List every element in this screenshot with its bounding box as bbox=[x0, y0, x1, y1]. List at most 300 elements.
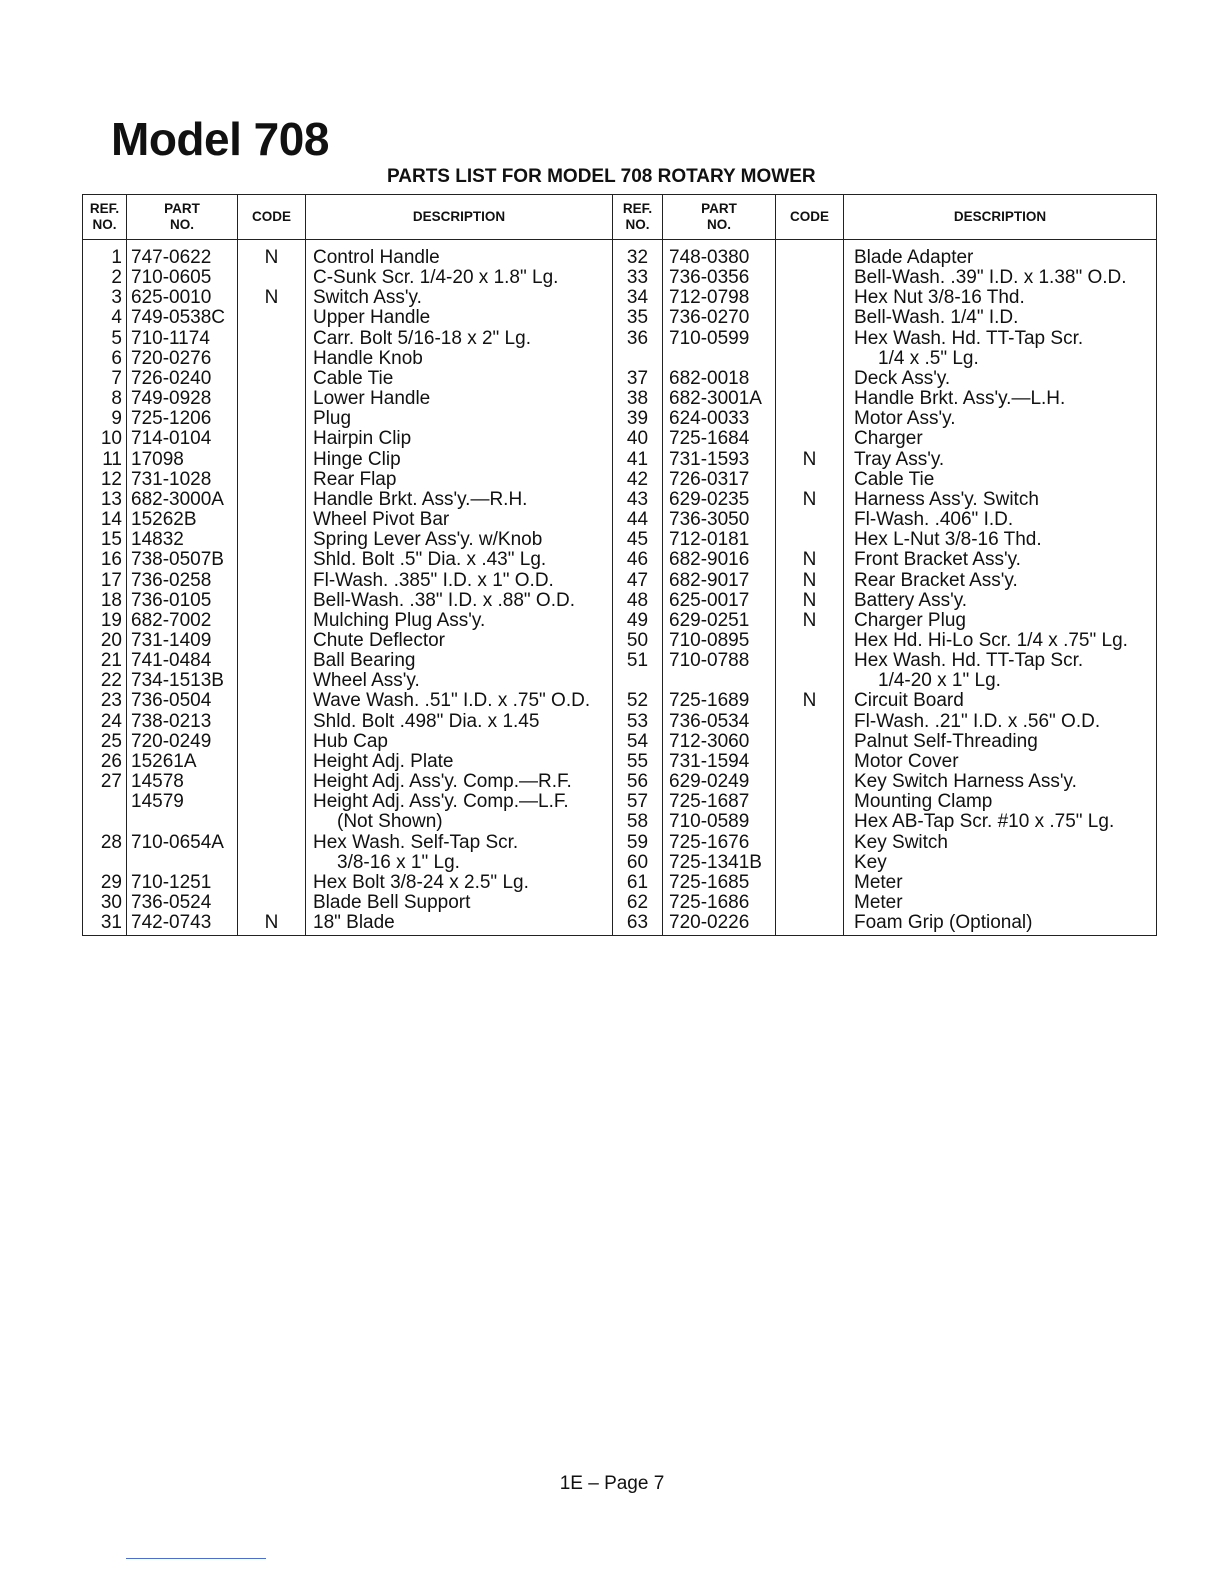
code-cell bbox=[776, 752, 844, 772]
table-row bbox=[83, 833, 1157, 853]
table-row bbox=[83, 240, 1157, 269]
table-row bbox=[83, 752, 1157, 772]
ref-no-cell: 55 bbox=[613, 752, 663, 772]
part-no-cell bbox=[663, 671, 776, 691]
description-cell: 3/8-16 x 1" Lg. bbox=[306, 853, 613, 873]
code-cell bbox=[238, 772, 306, 792]
code-cell bbox=[238, 349, 306, 369]
code-cell: N bbox=[238, 288, 306, 308]
description-cell: Shld. Bolt .498" Dia. x 1.45 bbox=[306, 712, 613, 732]
description-cell: Deck Ass'y. bbox=[844, 369, 1157, 389]
ref-no-cell: 49 bbox=[613, 611, 663, 631]
code-cell: N bbox=[776, 571, 844, 591]
description-cell: Hairpin Clip bbox=[306, 429, 613, 449]
parts-table bbox=[82, 194, 1157, 936]
table-row bbox=[83, 550, 1157, 570]
ref-no-cell: 43 bbox=[613, 490, 663, 510]
code-cell bbox=[238, 490, 306, 510]
part-no-cell: 629-0251 bbox=[663, 611, 776, 631]
header-description: DESCRIPTION bbox=[306, 195, 613, 240]
part-no-cell: 736-3050 bbox=[663, 510, 776, 530]
ref-no-cell: 14 bbox=[83, 510, 127, 530]
table-row bbox=[83, 429, 1157, 449]
description-cell: Meter bbox=[844, 893, 1157, 913]
table-row bbox=[83, 571, 1157, 591]
header-part-2: PART NO. bbox=[663, 195, 776, 240]
code-cell bbox=[238, 308, 306, 328]
code-cell bbox=[238, 510, 306, 530]
description-cell: Meter bbox=[844, 873, 1157, 893]
table-row bbox=[83, 591, 1157, 611]
part-no-cell: 747-0622 bbox=[127, 240, 238, 269]
part-no-cell: 726-0240 bbox=[127, 369, 238, 389]
description-cell: 1/4-20 x 1" Lg. bbox=[844, 671, 1157, 691]
code-cell bbox=[776, 510, 844, 530]
page-title: Model 708 bbox=[111, 113, 329, 165]
ref-no-cell: 53 bbox=[613, 712, 663, 732]
part-no-cell: 725-1676 bbox=[663, 833, 776, 853]
table-row bbox=[83, 671, 1157, 691]
description-cell: Charger Plug bbox=[844, 611, 1157, 631]
table-row bbox=[83, 792, 1157, 812]
ref-no-cell: 13 bbox=[83, 490, 127, 510]
part-no-cell: 682-9017 bbox=[663, 571, 776, 591]
ref-no-cell: 56 bbox=[613, 772, 663, 792]
description-cell: Wheel Ass'y. bbox=[306, 671, 613, 691]
ref-no-cell: 46 bbox=[613, 550, 663, 570]
part-no-cell: 14578 bbox=[127, 772, 238, 792]
description-cell: Mulching Plug Ass'y. bbox=[306, 611, 613, 631]
description-cell: Hex Nut 3/8-16 Thd. bbox=[844, 288, 1157, 308]
part-no-cell: 725-1689 bbox=[663, 691, 776, 711]
part-no-cell: 738-0213 bbox=[127, 712, 238, 732]
code-cell bbox=[238, 752, 306, 772]
description-cell: Rear Bracket Ass'y. bbox=[844, 571, 1157, 591]
code-cell bbox=[238, 732, 306, 752]
part-no-cell: 710-0599 bbox=[663, 329, 776, 349]
code-cell: N bbox=[776, 450, 844, 470]
description-cell: Fl-Wash. .21" I.D. x .56" O.D. bbox=[844, 712, 1157, 732]
code-cell bbox=[776, 772, 844, 792]
part-no-cell: 742-0743 bbox=[127, 913, 238, 936]
code-cell bbox=[776, 833, 844, 853]
ref-no-cell: 23 bbox=[83, 691, 127, 711]
description-cell: Height Adj. Plate bbox=[306, 752, 613, 772]
description-cell: Fl-Wash. .385" I.D. x 1" O.D. bbox=[306, 571, 613, 591]
description-cell: Bell-Wash. .38" I.D. x .88" O.D. bbox=[306, 591, 613, 611]
code-cell bbox=[238, 389, 306, 409]
part-no-cell: 734-1513B bbox=[127, 671, 238, 691]
description-cell: 1/4 x .5" Lg. bbox=[844, 349, 1157, 369]
code-cell bbox=[776, 792, 844, 812]
table-header-row bbox=[83, 195, 1157, 240]
part-no-cell: 736-0270 bbox=[663, 308, 776, 328]
ref-no-cell: 4 bbox=[83, 308, 127, 328]
footer-rule bbox=[126, 1558, 266, 1559]
ref-no-cell: 30 bbox=[83, 893, 127, 913]
part-no-cell: 712-0181 bbox=[663, 530, 776, 550]
ref-no-cell: 5 bbox=[83, 329, 127, 349]
part-no-cell: 749-0538C bbox=[127, 308, 238, 328]
ref-no-cell: 60 bbox=[613, 853, 663, 873]
code-cell: N bbox=[776, 490, 844, 510]
code-cell bbox=[776, 288, 844, 308]
description-cell: Wave Wash. .51" I.D. x .75" O.D. bbox=[306, 691, 613, 711]
part-no-cell: 720-0226 bbox=[663, 913, 776, 936]
ref-no-cell: 63 bbox=[613, 913, 663, 936]
table-row bbox=[83, 853, 1157, 873]
ref-no-cell: 24 bbox=[83, 712, 127, 732]
description-cell: Handle Knob bbox=[306, 349, 613, 369]
description-cell: C-Sunk Scr. 1/4-20 x 1.8" Lg. bbox=[306, 268, 613, 288]
part-no-cell: 710-1174 bbox=[127, 329, 238, 349]
part-no-cell: 725-1341B bbox=[663, 853, 776, 873]
code-cell bbox=[776, 913, 844, 936]
part-no-cell: 710-0895 bbox=[663, 631, 776, 651]
part-no-cell: 736-0524 bbox=[127, 893, 238, 913]
part-no-cell: 15261A bbox=[127, 752, 238, 772]
part-no-cell: 682-7002 bbox=[127, 611, 238, 631]
part-no-cell: 741-0484 bbox=[127, 651, 238, 671]
ref-no-cell: 17 bbox=[83, 571, 127, 591]
table-row bbox=[83, 288, 1157, 308]
header-ref-2: REF. NO. bbox=[613, 195, 663, 240]
part-no-cell: 624-0033 bbox=[663, 409, 776, 429]
description-cell: Palnut Self-Threading bbox=[844, 732, 1157, 752]
part-no-cell: 749-0928 bbox=[127, 389, 238, 409]
ref-no-cell bbox=[83, 853, 127, 873]
description-cell: Height Adj. Ass'y. Comp.—R.F. bbox=[306, 772, 613, 792]
description-cell: Control Handle bbox=[306, 240, 613, 269]
part-no-cell: 15262B bbox=[127, 510, 238, 530]
part-no-cell bbox=[127, 853, 238, 873]
ref-no-cell bbox=[613, 671, 663, 691]
description-cell: Chute Deflector bbox=[306, 631, 613, 651]
table-row bbox=[83, 712, 1157, 732]
code-cell bbox=[776, 671, 844, 691]
ref-no-cell: 26 bbox=[83, 752, 127, 772]
parts-list-subtitle: PARTS LIST FOR MODEL 708 ROTARY MOWER bbox=[387, 166, 816, 187]
ref-no-cell: 42 bbox=[613, 470, 663, 490]
ref-no-cell: 31 bbox=[83, 913, 127, 936]
part-no-cell: 725-1206 bbox=[127, 409, 238, 429]
description-cell: Bell-Wash. .39" I.D. x 1.38" O.D. bbox=[844, 268, 1157, 288]
part-no-cell: 736-0534 bbox=[663, 712, 776, 732]
description-cell: Spring Lever Ass'y. w/Knob bbox=[306, 530, 613, 550]
code-cell bbox=[238, 611, 306, 631]
code-cell bbox=[776, 651, 844, 671]
part-no-cell: 736-0105 bbox=[127, 591, 238, 611]
code-cell bbox=[776, 530, 844, 550]
ref-no-cell: 3 bbox=[83, 288, 127, 308]
ref-no-cell: 36 bbox=[613, 329, 663, 349]
part-no-cell: 712-3060 bbox=[663, 732, 776, 752]
table-row bbox=[83, 651, 1157, 671]
description-cell: Front Bracket Ass'y. bbox=[844, 550, 1157, 570]
description-cell: Hub Cap bbox=[306, 732, 613, 752]
ref-no-cell: 2 bbox=[83, 268, 127, 288]
page-number: 1E – Page 7 bbox=[559, 1473, 665, 1494]
code-cell bbox=[238, 873, 306, 893]
description-cell: Plug bbox=[306, 409, 613, 429]
ref-no-cell: 38 bbox=[613, 389, 663, 409]
table-row bbox=[83, 329, 1157, 349]
part-no-cell: 725-1686 bbox=[663, 893, 776, 913]
code-cell bbox=[776, 470, 844, 490]
part-no-cell bbox=[663, 349, 776, 369]
part-no-cell: 14579 bbox=[127, 792, 238, 812]
ref-no-cell: 41 bbox=[613, 450, 663, 470]
ref-no-cell: 52 bbox=[613, 691, 663, 711]
part-no-cell: 725-1684 bbox=[663, 429, 776, 449]
code-cell bbox=[776, 369, 844, 389]
part-no-cell: 17098 bbox=[127, 450, 238, 470]
ref-no-cell: 48 bbox=[613, 591, 663, 611]
part-no-cell: 14832 bbox=[127, 530, 238, 550]
table-row bbox=[83, 812, 1157, 832]
code-cell bbox=[238, 712, 306, 732]
table-row bbox=[83, 490, 1157, 510]
ref-no-cell: 25 bbox=[83, 732, 127, 752]
ref-no-cell: 34 bbox=[613, 288, 663, 308]
code-cell bbox=[238, 853, 306, 873]
ref-no-cell: 9 bbox=[83, 409, 127, 429]
description-cell: Blade Bell Support bbox=[306, 893, 613, 913]
code-cell bbox=[238, 691, 306, 711]
ref-no-cell: 7 bbox=[83, 369, 127, 389]
ref-no-cell: 28 bbox=[83, 833, 127, 853]
description-cell: Hex Hd. Hi-Lo Scr. 1/4 x .75" Lg. bbox=[844, 631, 1157, 651]
ref-no-cell: 20 bbox=[83, 631, 127, 651]
description-cell: Tray Ass'y. bbox=[844, 450, 1157, 470]
description-cell: Height Adj. Ass'y. Comp.—L.F. bbox=[306, 792, 613, 812]
ref-no-cell: 11 bbox=[83, 450, 127, 470]
ref-no-cell bbox=[613, 349, 663, 369]
table-row bbox=[83, 409, 1157, 429]
header-part: PART NO. bbox=[127, 195, 238, 240]
description-cell: Cable Tie bbox=[306, 369, 613, 389]
code-cell bbox=[238, 409, 306, 429]
code-cell bbox=[776, 240, 844, 269]
part-no-cell: 682-0018 bbox=[663, 369, 776, 389]
ref-no-cell: 33 bbox=[613, 268, 663, 288]
code-cell bbox=[238, 571, 306, 591]
part-no-cell: 736-0504 bbox=[127, 691, 238, 711]
description-cell: Blade Adapter bbox=[844, 240, 1157, 269]
description-cell: Circuit Board bbox=[844, 691, 1157, 711]
part-no-cell: 738-0507B bbox=[127, 550, 238, 570]
code-cell bbox=[238, 812, 306, 832]
code-cell bbox=[776, 268, 844, 288]
header-ref: REF. NO. bbox=[83, 195, 127, 240]
code-cell: N bbox=[238, 240, 306, 269]
table-row bbox=[83, 913, 1157, 936]
code-cell bbox=[776, 631, 844, 651]
header-code: CODE bbox=[238, 195, 306, 240]
ref-no-cell: 40 bbox=[613, 429, 663, 449]
description-cell: Motor Cover bbox=[844, 752, 1157, 772]
code-cell bbox=[776, 308, 844, 328]
ref-no-cell: 61 bbox=[613, 873, 663, 893]
part-no-cell: 712-0798 bbox=[663, 288, 776, 308]
code-cell bbox=[776, 732, 844, 752]
code-cell bbox=[776, 389, 844, 409]
part-no-cell: 629-0249 bbox=[663, 772, 776, 792]
table-row bbox=[83, 732, 1157, 752]
table-row bbox=[83, 268, 1157, 288]
code-cell: N bbox=[776, 591, 844, 611]
ref-no-cell: 58 bbox=[613, 812, 663, 832]
part-no-cell: 710-0589 bbox=[663, 812, 776, 832]
part-no-cell: 736-0258 bbox=[127, 571, 238, 591]
description-cell: Cable Tie bbox=[844, 470, 1157, 490]
description-cell: Hinge Clip bbox=[306, 450, 613, 470]
table-row bbox=[83, 450, 1157, 470]
description-cell: Key Switch bbox=[844, 833, 1157, 853]
part-no-cell: 710-0654A bbox=[127, 833, 238, 853]
code-cell bbox=[238, 329, 306, 349]
part-no-cell: 710-0788 bbox=[663, 651, 776, 671]
ref-no-cell: 32 bbox=[613, 240, 663, 269]
table-row bbox=[83, 369, 1157, 389]
part-no-cell: 725-1685 bbox=[663, 873, 776, 893]
description-cell: Handle Brkt. Ass'y.—L.H. bbox=[844, 389, 1157, 409]
description-cell: Hex Bolt 3/8-24 x 2.5" Lg. bbox=[306, 873, 613, 893]
part-no-cell: 731-1028 bbox=[127, 470, 238, 490]
code-cell bbox=[238, 268, 306, 288]
header-code-2: CODE bbox=[776, 195, 844, 240]
ref-no-cell: 21 bbox=[83, 651, 127, 671]
description-cell: Shld. Bolt .5" Dia. x .43" Lg. bbox=[306, 550, 613, 570]
ref-no-cell: 16 bbox=[83, 550, 127, 570]
part-no-cell: 714-0104 bbox=[127, 429, 238, 449]
table-row bbox=[83, 308, 1157, 328]
description-cell: Handle Brkt. Ass'y.—R.H. bbox=[306, 490, 613, 510]
code-cell bbox=[238, 470, 306, 490]
ref-no-cell: 51 bbox=[613, 651, 663, 671]
description-cell: Mounting Clamp bbox=[844, 792, 1157, 812]
ref-no-cell: 15 bbox=[83, 530, 127, 550]
description-cell: Upper Handle bbox=[306, 308, 613, 328]
description-cell: Hex Wash. Self-Tap Scr. bbox=[306, 833, 613, 853]
part-no-cell: 731-1409 bbox=[127, 631, 238, 651]
ref-no-cell bbox=[83, 792, 127, 812]
part-no-cell: 720-0249 bbox=[127, 732, 238, 752]
table-row bbox=[83, 470, 1157, 490]
description-cell: Harness Ass'y. Switch bbox=[844, 490, 1157, 510]
description-cell: 18" Blade bbox=[306, 913, 613, 936]
ref-no-cell: 35 bbox=[613, 308, 663, 328]
part-no-cell: 625-0017 bbox=[663, 591, 776, 611]
table-row bbox=[83, 510, 1157, 530]
description-cell: Ball Bearing bbox=[306, 651, 613, 671]
ref-no-cell: 39 bbox=[613, 409, 663, 429]
description-cell: Hex AB-Tap Scr. #10 x .75" Lg. bbox=[844, 812, 1157, 832]
part-no-cell: 720-0276 bbox=[127, 349, 238, 369]
part-no-cell: 682-3000A bbox=[127, 490, 238, 510]
code-cell bbox=[776, 853, 844, 873]
description-cell: Key Switch Harness Ass'y. bbox=[844, 772, 1157, 792]
ref-no-cell: 29 bbox=[83, 873, 127, 893]
code-cell bbox=[238, 530, 306, 550]
description-cell: Rear Flap bbox=[306, 470, 613, 490]
ref-no-cell: 10 bbox=[83, 429, 127, 449]
code-cell: N bbox=[776, 611, 844, 631]
description-cell: Charger bbox=[844, 429, 1157, 449]
description-cell: Bell-Wash. 1/4" I.D. bbox=[844, 308, 1157, 328]
part-no-cell: 710-0605 bbox=[127, 268, 238, 288]
ref-no-cell: 1 bbox=[83, 240, 127, 269]
code-cell bbox=[238, 651, 306, 671]
description-cell: Key bbox=[844, 853, 1157, 873]
part-no-cell: 748-0380 bbox=[663, 240, 776, 269]
part-no-cell: 710-1251 bbox=[127, 873, 238, 893]
ref-no-cell: 47 bbox=[613, 571, 663, 591]
code-cell bbox=[776, 409, 844, 429]
ref-no-cell: 59 bbox=[613, 833, 663, 853]
part-no-cell: 682-3001A bbox=[663, 389, 776, 409]
table-row bbox=[83, 530, 1157, 550]
table-row bbox=[83, 349, 1157, 369]
part-no-cell: 682-9016 bbox=[663, 550, 776, 570]
code-cell bbox=[238, 369, 306, 389]
code-cell bbox=[238, 429, 306, 449]
table-row bbox=[83, 389, 1157, 409]
code-cell bbox=[776, 873, 844, 893]
description-cell: Hex Wash. Hd. TT-Tap Scr. bbox=[844, 329, 1157, 349]
table-row bbox=[83, 873, 1157, 893]
description-cell: Carr. Bolt 5/16-18 x 2" Lg. bbox=[306, 329, 613, 349]
code-cell: N bbox=[776, 550, 844, 570]
table-row bbox=[83, 893, 1157, 913]
code-cell bbox=[776, 712, 844, 732]
part-no-cell: 629-0235 bbox=[663, 490, 776, 510]
table-row bbox=[83, 772, 1157, 792]
description-cell: Hex L-Nut 3/8-16 Thd. bbox=[844, 530, 1157, 550]
ref-no-cell: 19 bbox=[83, 611, 127, 631]
table-row bbox=[83, 611, 1157, 631]
part-no-cell: 725-1687 bbox=[663, 792, 776, 812]
ref-no-cell: 50 bbox=[613, 631, 663, 651]
description-cell: Switch Ass'y. bbox=[306, 288, 613, 308]
code-cell bbox=[238, 833, 306, 853]
ref-no-cell: 37 bbox=[613, 369, 663, 389]
code-cell bbox=[776, 812, 844, 832]
description-cell: Motor Ass'y. bbox=[844, 409, 1157, 429]
code-cell bbox=[238, 671, 306, 691]
code-cell bbox=[238, 792, 306, 812]
code-cell bbox=[238, 631, 306, 651]
description-cell: (Not Shown) bbox=[306, 812, 613, 832]
code-cell bbox=[776, 893, 844, 913]
ref-no-cell: 18 bbox=[83, 591, 127, 611]
code-cell bbox=[238, 591, 306, 611]
description-cell: Foam Grip (Optional) bbox=[844, 913, 1157, 936]
part-no-cell: 625-0010 bbox=[127, 288, 238, 308]
part-no-cell: 731-1593 bbox=[663, 450, 776, 470]
ref-no-cell: 45 bbox=[613, 530, 663, 550]
ref-no-cell: 6 bbox=[83, 349, 127, 369]
ref-no-cell: 12 bbox=[83, 470, 127, 490]
ref-no-cell: 62 bbox=[613, 893, 663, 913]
code-cell bbox=[238, 550, 306, 570]
code-cell: N bbox=[776, 691, 844, 711]
ref-no-cell: 27 bbox=[83, 772, 127, 792]
part-no-cell: 736-0356 bbox=[663, 268, 776, 288]
ref-no-cell: 54 bbox=[613, 732, 663, 752]
description-cell: Fl-Wash. .406" I.D. bbox=[844, 510, 1157, 530]
table-row bbox=[83, 691, 1157, 711]
